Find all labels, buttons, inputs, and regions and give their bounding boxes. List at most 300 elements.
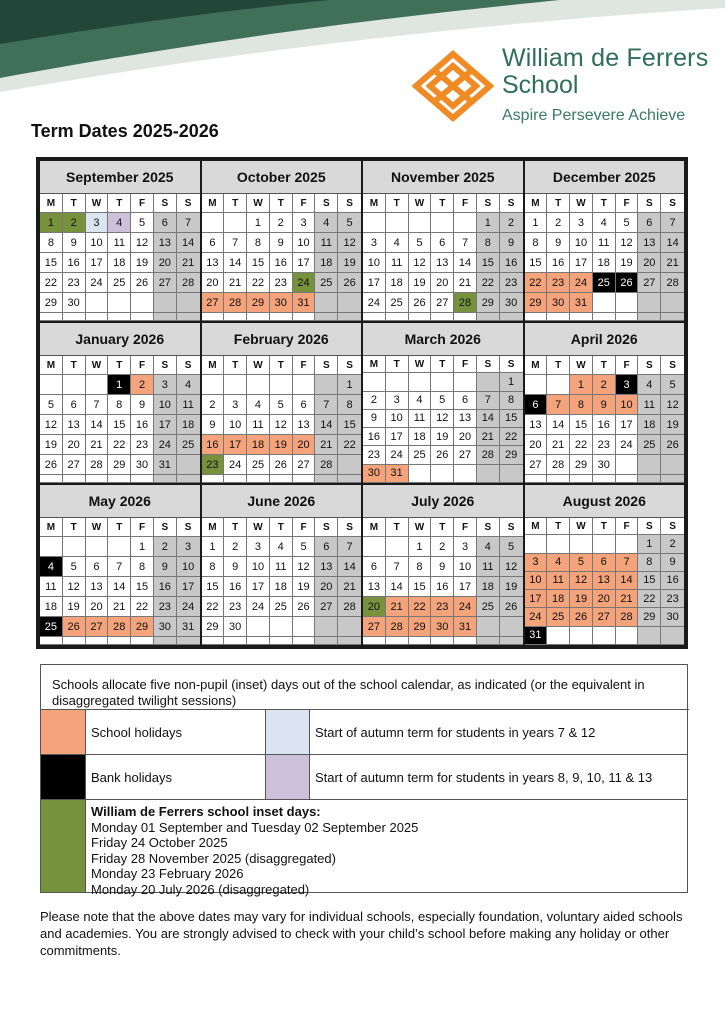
day-cell: 17 [154,415,177,435]
day-cell: 2 [431,537,454,557]
day-cell: 31 [177,617,200,637]
empty-day-cell [431,313,454,321]
day-cell: 7 [616,554,639,572]
day-cell: 11 [270,557,293,577]
day-cell: 6 [638,213,661,233]
empty-day-cell [409,213,432,233]
empty-day-cell [63,375,86,395]
day-cell: 21 [315,435,338,455]
day-cell: 6 [154,213,177,233]
month-title: April 2026 [525,323,685,356]
day-cell: 16 [154,577,177,597]
empty-day-cell [40,537,63,557]
day-cell: 29 [570,455,593,475]
month-days-grid [363,194,523,321]
day-cell: 28 [224,293,247,313]
weekday-header: F [293,356,316,375]
day-cell: 25 [270,597,293,617]
day-cell: 11 [593,233,616,253]
day-cell: 16 [224,577,247,597]
day-cell: 23 [270,273,293,293]
day-cell: 22 [477,273,500,293]
day-cell: 15 [638,572,661,590]
day-cell: 26 [431,446,454,464]
empty-day-cell [386,373,409,391]
day-cell: 19 [500,577,523,597]
day-cell: 5 [570,554,593,572]
day-cell: 1 [131,537,154,557]
day-cell: 10 [224,415,247,435]
empty-day-cell [177,293,200,313]
empty-day-cell [593,475,616,483]
day-cell: 21 [224,273,247,293]
day-cell: 5 [338,213,361,233]
day-cell: 31 [570,293,593,313]
day-cell: 5 [131,213,154,233]
day-cell: 10 [570,233,593,253]
month-panel [201,484,363,646]
day-cell: 29 [525,293,548,313]
day-cell: 27 [293,455,316,475]
day-cell: 8 [638,554,661,572]
day-cell: 20 [525,435,548,455]
day-cell: 4 [386,233,409,253]
empty-day-cell [454,637,477,645]
day-cell: 27 [593,608,616,626]
day-cell: 27 [431,293,454,313]
weekday-header: W [86,356,109,375]
day-cell: 13 [86,577,109,597]
footnote: Please note that the above dates may vary for individual schools, especially foundation, voluntary aided schools and academies. You are strongly advised to check with your child’s school before making any holiday or other commitments. [40,909,683,958]
month-days-grid [525,518,685,645]
day-cell: 15 [477,253,500,273]
weekday-header: T [431,194,454,213]
legend-bank-holidays: Bank holidays [91,769,172,785]
day-cell: 31 [293,293,316,313]
day-cell: 27 [154,273,177,293]
empty-day-cell [570,475,593,483]
day-cell: 20 [593,590,616,608]
day-cell: 11 [247,415,270,435]
day-cell: 27 [525,455,548,475]
weekday-header: T [108,518,131,537]
weekday-header: T [108,356,131,375]
day-cell: 27 [63,455,86,475]
empty-day-cell [293,475,316,483]
day-cell: 10 [363,253,386,273]
day-cell: 26 [570,608,593,626]
day-cell: 15 [409,577,432,597]
day-cell: 16 [270,253,293,273]
day-cell: 1 [40,213,63,233]
day-cell: 3 [525,554,548,572]
empty-day-cell [154,475,177,483]
month-days-grid [202,194,362,321]
empty-day-cell [363,637,386,645]
weekday-header: S [154,194,177,213]
day-cell: 31 [154,455,177,475]
day-cell: 26 [661,435,684,455]
empty-day-cell [177,637,200,645]
day-cell: 10 [616,395,639,415]
day-cell: 27 [202,293,225,313]
empty-day-cell [131,475,154,483]
day-cell: 1 [500,373,523,391]
empty-day-cell [386,213,409,233]
empty-day-cell [431,373,454,391]
empty-day-cell [338,313,361,321]
day-cell: 26 [40,455,63,475]
day-cell: 17 [247,577,270,597]
day-cell: 10 [386,410,409,428]
legend [40,664,688,897]
day-cell: 25 [547,608,570,626]
weekday-header: S [661,518,684,535]
empty-day-cell [593,313,616,321]
day-cell: 28 [315,455,338,475]
empty-day-cell [363,537,386,557]
empty-day-cell [202,375,225,395]
empty-day-cell [247,637,270,645]
empty-day-cell [525,535,548,553]
day-cell: 21 [108,597,131,617]
inset-swatch [41,800,85,892]
day-cell: 14 [177,233,200,253]
weekday-header: T [63,518,86,537]
day-cell: 8 [500,392,523,410]
day-cell: 27 [363,617,386,637]
empty-day-cell [338,637,361,645]
empty-day-cell [477,465,500,483]
day-cell: 1 [409,537,432,557]
day-cell: 22 [131,597,154,617]
day-cell: 18 [547,590,570,608]
weekday-header: T [224,356,247,375]
day-cell: 30 [154,617,177,637]
day-cell: 6 [293,395,316,415]
empty-day-cell [177,313,200,321]
day-cell: 13 [293,415,316,435]
month-panel [39,160,201,322]
day-cell: 30 [547,293,570,313]
empty-day-cell [409,637,432,645]
weekday-header: F [616,356,639,375]
day-cell: 1 [525,213,548,233]
empty-day-cell [570,313,593,321]
weekday-header: S [477,356,500,373]
day-cell: 1 [570,375,593,395]
day-cell: 8 [247,233,270,253]
empty-day-cell [131,313,154,321]
day-cell: 29 [247,293,270,313]
day-cell: 23 [224,597,247,617]
legend-row-1 [41,710,687,755]
empty-day-cell [270,475,293,483]
day-cell: 29 [131,617,154,637]
day-cell: 22 [247,273,270,293]
empty-day-cell [638,293,661,313]
inset-day-item: Monday 20 July 2026 (disaggregated) [91,881,310,897]
term-calendar [36,157,688,649]
day-cell: 9 [547,233,570,253]
day-cell: 30 [363,465,386,483]
day-cell: 13 [202,253,225,273]
day-cell: 8 [108,395,131,415]
day-cell: 13 [638,233,661,253]
empty-day-cell [315,475,338,483]
empty-day-cell [616,535,639,553]
empty-day-cell [108,637,131,645]
empty-day-cell [500,313,523,321]
weekday-header: F [131,356,154,375]
empty-day-cell [363,213,386,233]
month-panel [524,322,686,484]
school-logo [412,44,722,130]
inset-day-item: Friday 28 November 2025 (disaggregated) [91,850,336,866]
day-cell: 5 [293,537,316,557]
day-cell: 5 [270,395,293,415]
day-cell: 16 [593,415,616,435]
day-cell: 10 [247,557,270,577]
day-cell: 9 [431,557,454,577]
day-cell: 25 [40,617,63,637]
day-cell: 12 [63,577,86,597]
day-cell: 18 [270,577,293,597]
day-cell: 24 [525,608,548,626]
day-cell: 19 [131,253,154,273]
day-cell: 19 [270,435,293,455]
day-cell: 25 [477,597,500,617]
day-cell: 9 [270,233,293,253]
day-cell: 8 [477,233,500,253]
weekday-header: T [224,194,247,213]
day-cell: 4 [638,375,661,395]
empty-day-cell [616,313,639,321]
day-cell: 15 [131,577,154,597]
day-cell: 25 [638,435,661,455]
day-cell: 23 [131,435,154,455]
weekday-header: W [86,194,109,213]
day-cell: 5 [63,557,86,577]
day-cell: 11 [547,572,570,590]
day-cell: 6 [363,557,386,577]
day-cell: 29 [477,293,500,313]
day-cell: 8 [570,395,593,415]
day-cell: 15 [40,253,63,273]
empty-day-cell [454,313,477,321]
weekday-header: S [661,194,684,213]
day-cell: 3 [293,213,316,233]
day-cell: 6 [525,395,548,415]
weekday-header: S [477,518,500,537]
logo-name-line2: School [502,71,579,99]
day-cell: 4 [477,537,500,557]
month-panel [201,160,363,322]
empty-day-cell [661,293,684,313]
weekday-header: F [131,518,154,537]
day-cell: 26 [270,455,293,475]
day-cell: 4 [547,554,570,572]
day-cell: 5 [431,392,454,410]
day-cell: 20 [454,428,477,446]
day-cell: 14 [108,577,131,597]
month-days-grid [363,518,523,645]
day-cell: 22 [500,428,523,446]
day-cell: 19 [431,428,454,446]
day-cell: 8 [131,557,154,577]
empty-day-cell [547,535,570,553]
day-cell: 12 [40,415,63,435]
month-panel [39,322,201,484]
day-cell: 22 [570,435,593,455]
day-cell: 26 [616,273,639,293]
day-cell: 5 [500,537,523,557]
weekday-header: S [500,194,523,213]
day-cell: 2 [500,213,523,233]
day-cell: 6 [454,392,477,410]
weekday-header: T [386,194,409,213]
day-cell: 24 [386,446,409,464]
day-cell: 6 [202,233,225,253]
day-cell: 6 [593,554,616,572]
day-cell: 2 [593,375,616,395]
empty-day-cell [202,313,225,321]
weekday-header: S [638,356,661,375]
month-title: October 2025 [202,161,362,194]
day-cell: 20 [293,435,316,455]
weekday-header: S [177,518,200,537]
day-cell: 6 [315,537,338,557]
empty-day-cell [477,313,500,321]
day-cell: 17 [386,428,409,446]
day-cell: 15 [202,577,225,597]
empty-day-cell [661,627,684,645]
day-cell: 28 [177,273,200,293]
empty-day-cell [638,455,661,475]
weekday-header: F [616,194,639,213]
day-cell: 24 [177,597,200,617]
day-cell: 16 [547,253,570,273]
day-cell: 21 [454,273,477,293]
day-cell: 1 [202,537,225,557]
day-cell: 22 [108,435,131,455]
empty-day-cell [108,537,131,557]
day-cell: 22 [338,435,361,455]
empty-day-cell [131,637,154,645]
day-cell: 12 [131,233,154,253]
day-cell: 30 [593,455,616,475]
day-cell: 20 [638,253,661,273]
empty-day-cell [224,313,247,321]
empty-day-cell [293,313,316,321]
day-cell: 13 [525,415,548,435]
day-cell: 8 [525,233,548,253]
month-panel [201,322,363,484]
weekday-header: T [593,356,616,375]
day-cell: 3 [224,395,247,415]
inset-day-item: Friday 24 October 2025 [91,835,228,850]
weekday-header: W [409,356,432,373]
day-cell: 18 [108,253,131,273]
day-cell: 12 [293,557,316,577]
day-cell: 28 [108,617,131,637]
weekday-header: S [661,356,684,375]
day-cell: 21 [547,435,570,455]
day-cell: 7 [477,392,500,410]
inset-day-item: Monday 23 February 2026 [91,866,244,881]
empty-day-cell [661,455,684,475]
day-cell: 18 [638,415,661,435]
empty-day-cell [86,637,109,645]
empty-day-cell [477,373,500,391]
start-7-12-swatch [266,710,310,754]
day-cell: 12 [616,233,639,253]
day-cell: 4 [593,213,616,233]
day-cell: 20 [431,273,454,293]
legend-start-7-12: Start of autumn term for students in years 7 & 12 [315,724,596,740]
month-days-grid [40,194,200,321]
empty-day-cell [315,637,338,645]
day-cell: 20 [154,253,177,273]
day-cell: 14 [616,572,639,590]
empty-day-cell [454,465,477,483]
month-panel [39,484,201,646]
empty-day-cell [224,637,247,645]
day-cell: 12 [500,557,523,577]
day-cell: 4 [315,213,338,233]
weekday-header: M [363,194,386,213]
month-days-grid [202,356,362,483]
day-cell: 24 [86,273,109,293]
empty-day-cell [638,313,661,321]
day-cell: 17 [293,253,316,273]
day-cell: 28 [454,293,477,313]
day-cell: 18 [386,273,409,293]
day-cell: 29 [108,455,131,475]
weekday-header: S [638,194,661,213]
day-cell: 10 [154,395,177,415]
day-cell: 30 [431,617,454,637]
empty-day-cell [547,375,570,395]
legend-start-8-13: Start of autumn term for students in years 8, 9, 10, 11 & 13 [315,769,653,785]
day-cell: 25 [315,273,338,293]
month-title: August 2026 [525,485,685,518]
empty-day-cell [270,617,293,637]
day-cell: 2 [224,537,247,557]
empty-day-cell [661,313,684,321]
day-cell: 9 [500,233,523,253]
empty-day-cell [454,213,477,233]
logo-name-line1: William de Ferrers [502,44,709,72]
day-cell: 24 [154,435,177,455]
day-cell: 31 [386,465,409,483]
month-title: February 2026 [202,323,362,356]
weekday-header: S [477,194,500,213]
day-cell: 12 [409,253,432,273]
weekday-header: T [593,194,616,213]
month-panel [524,484,686,646]
day-cell: 4 [270,537,293,557]
day-cell: 15 [525,253,548,273]
weekday-header: S [638,518,661,535]
day-cell: 11 [409,410,432,428]
day-cell: 8 [409,557,432,577]
inset-days-title: William de Ferrers school inset days: [91,804,321,819]
day-cell: 12 [570,572,593,590]
day-cell: 21 [86,435,109,455]
month-title: May 2026 [40,485,200,518]
inset-days-text [91,804,418,897]
